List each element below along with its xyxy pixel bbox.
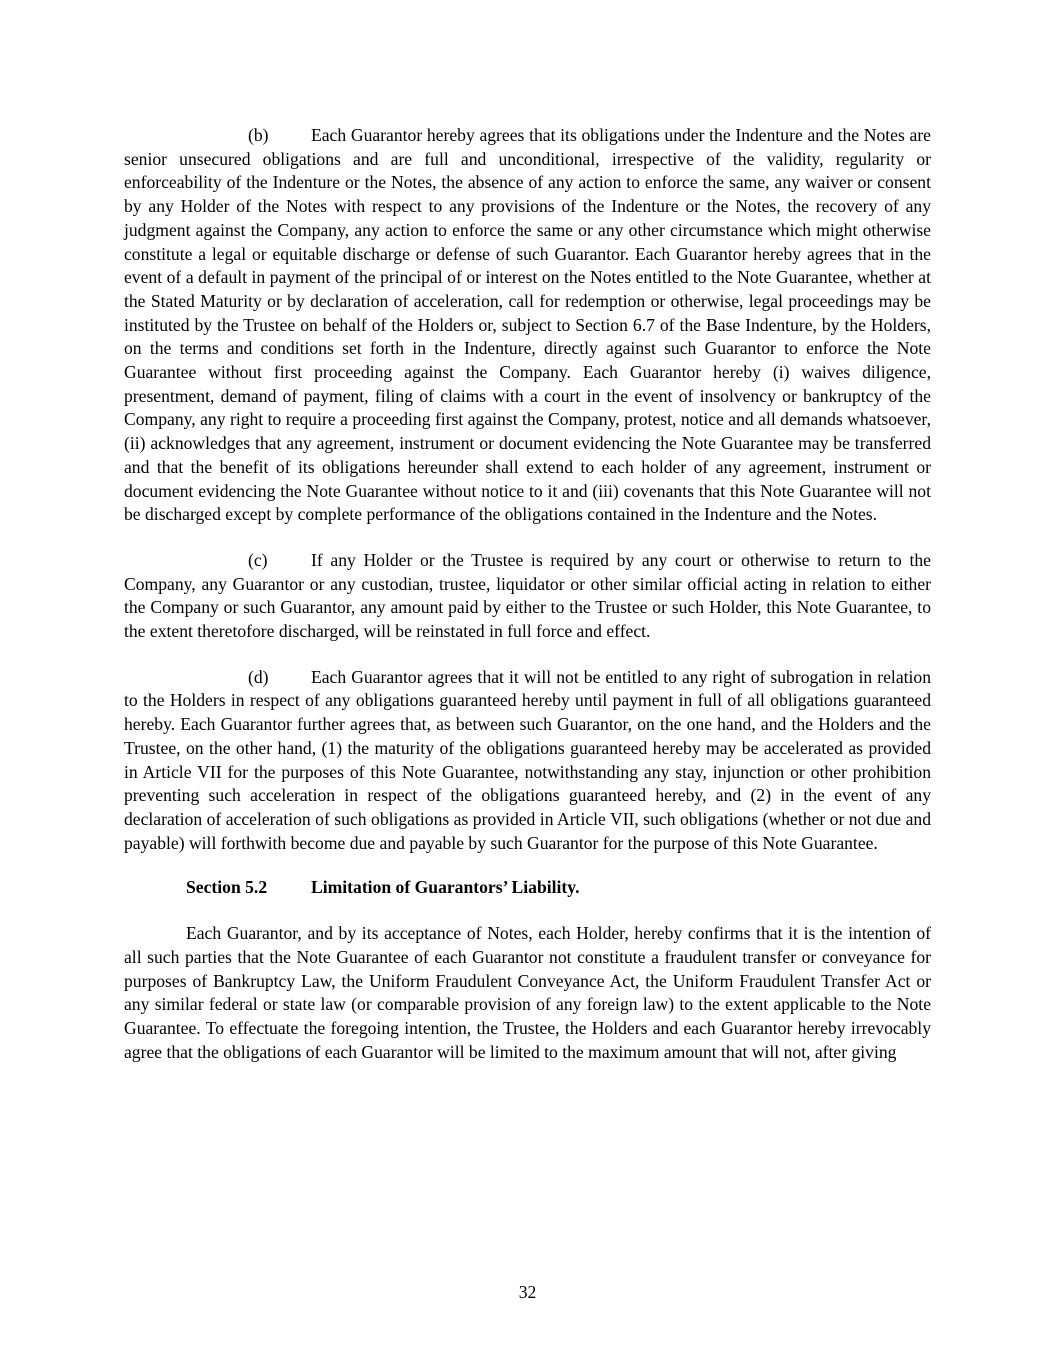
section-heading <box>186 876 931 900</box>
document-page <box>124 124 931 1064</box>
paragraph-b-text: Each Guarantor hereby agrees that its obligations under the Indenture and the Notes are senior unsecured obligations and are full and unconditional, irrespective of the validity, regularity or enforceability of the Indenture or the Notes, the absence of any action to enforce the same, any waiver or consent by any Holder of the Notes with respect to any provisions of the Indenture or the Notes, the recovery of any judgment against the Company, any action to enforce the same or any other circumstance which might otherwise constitute a legal or equitable discharge or defense of such Guarantor. Each Guarantor hereby agrees that in the event of a default in payment of the principal of or interest on the Notes entitled to the Note Guarantee, whether at the Stated Maturity or by declaration of acceleration, call for redemption or otherwise, legal proceedings may be instituted by the Trustee on behalf of the Holders or, subject to Section 6.7 of the Base Indenture, by the Holders, on the terms and conditions set forth in the Indenture, directly against such Guarantor to enforce the Note Guarantee without first proceeding against the Company. Each Guarantor hereby (i) waives diligence, presentment, demand of payment, filing of claims with a court in the event of insolvency or bankruptcy of the Company, any right to require a proceeding first against the Company, protest, notice and all demands whatsoever, (ii) acknowledges that any agreement, instrument or document evidencing the Note Guarantee may be transferred and that the benefit of its obligations hereunder shall extend to each holder of any agreement, instrument or document evidencing the Note Guarantee without notice to it and (iii) covenants that this Note Guarantee will not be discharged except by complete performance of the obligations contained in the Indenture and the Notes. <box>124 125 931 525</box>
page-number: 32 <box>518 1282 537 1302</box>
paragraph-marker-c: (c) <box>248 549 268 570</box>
paragraph-d <box>124 666 931 856</box>
section-number: Section 5.2 <box>186 877 268 898</box>
paragraph-d-text: Each Guarantor agrees that it will not be entitled to any right of subrogation in relation to the Holders in respect of any obligations guaranteed hereby until payment in full of all obligations guaranteed hereby. Each Guarantor further agrees that, as between such Guarantor, on the one hand, and the Holders and the Trustee, on the other hand, (1) the maturity of the obligations guaranteed hereby may be accelerated as provided in Article VII for the purposes of this Note Guarantee, notwithstanding any stay, injunction or other prohibition preventing such acceleration in respect of the obligations guaranteed hereby, and (2) in the event of any declaration of acceleration of such obligations as provided in Article VII, such obligations (whether or not due and payable) will forthwith become due and payable by such Guarantor for the purpose of this Note Guarantee. <box>124 666 931 853</box>
paragraph-c <box>124 549 931 644</box>
paragraph-c-text: If any Holder or the Trustee is required by any court or otherwise to return to the Company, any Guarantor or any custodian, trustee, liquidator or other similar official acting in relation to either the Company or such Guarantor, any amount paid by either to the Trustee or such Holder, this Note Guarantee, to the extent theretofore discharged, will be reinstated in full force and effect. <box>124 549 931 642</box>
paragraph-marker-b: (b) <box>248 125 269 145</box>
section-title: Limitation of Guarantors’ Liability. <box>311 877 580 898</box>
section-5-2-paragraph: Each Guarantor, and by its acceptance of Notes, each Holder, hereby confirms that it is the intention of all such parties that the Note Guarantee of each Guarantor not constitute a fraudulent transfer or conveyance for purposes of Bankruptcy Law, the Uniform Fraudulent Conveyance Act, the Uniform Fraudulent Transfer Act or any similar federal or state law (or comparable provision of any foreign law) to the extent applicable to the Note Guarantee. To effectuate the foregoing intention, the Trustee, the Holders and each Guarantor hereby irrevocably agree that the obligations of each Guarantor will be limited to the maximum amount that will not, after giving <box>124 923 931 1062</box>
paragraph-marker-d: (d) <box>248 666 269 687</box>
paragraph-b <box>124 124 931 527</box>
